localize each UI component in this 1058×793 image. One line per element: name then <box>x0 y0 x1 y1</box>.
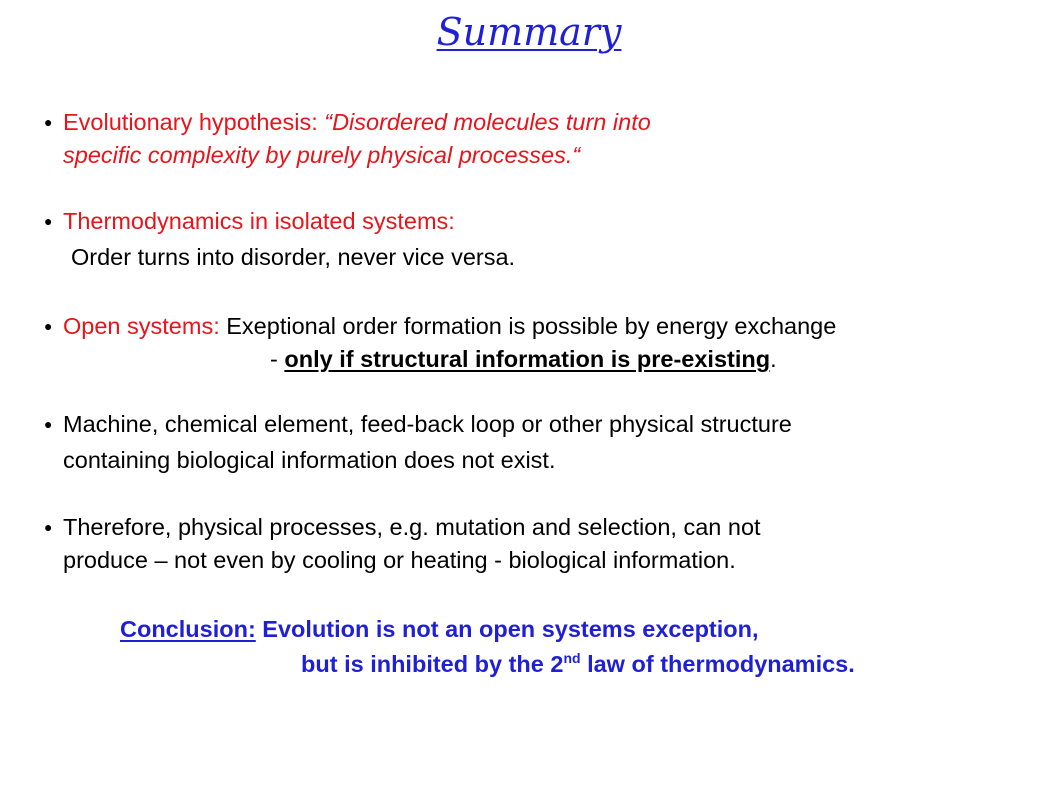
bullet-icon: ● <box>44 114 53 130</box>
bullet-icon: ● <box>44 213 53 229</box>
bullet-icon: ● <box>44 519 53 535</box>
conclusion-text-prefix: but is inhibited by the 2 <box>301 651 564 677</box>
point-machine-line1: Machine, chemical element, feed-back loop or other physical structure <box>63 411 792 437</box>
point-quote-continued: specific complexity by purely physical processes.“ <box>63 142 581 168</box>
condition-suffix: . <box>770 346 777 372</box>
point-thermodynamics-text: Order turns into disorder, never vice versa. <box>71 244 516 270</box>
point-open-systems <box>63 311 836 341</box>
point-text: Exeptional order formation is possible by energy exchange <box>226 313 837 339</box>
point-therefore-line1: Therefore, physical processes, e.g. mutation and selection, can not <box>63 514 761 540</box>
condition-emphasis: only if structural information is pre-existing <box>284 346 771 372</box>
conclusion-line1 <box>120 614 759 644</box>
point-quote: “Disordered molecules turn into <box>324 109 651 135</box>
slide-title: Summary <box>436 10 622 54</box>
point-evolutionary-hypothesis <box>63 107 651 137</box>
conclusion-text: Evolution is not an open systems exception, <box>255 616 759 642</box>
conclusion-label: Conclusion: <box>120 616 256 642</box>
condition-prefix: - <box>270 346 285 372</box>
bullet-icon: ● <box>44 416 53 432</box>
point-open-systems-condition <box>270 344 777 374</box>
point-thermodynamics-label: Thermodynamics in isolated systems: <box>63 208 455 234</box>
point-therefore-line2: produce – not even by cooling or heating - biological information. <box>63 547 736 573</box>
conclusion-line2 <box>301 649 855 679</box>
bullet-icon: ● <box>44 318 53 334</box>
conclusion-text-suffix: law of thermodynamics. <box>580 651 855 677</box>
point-label: Evolutionary hypothesis: <box>63 109 325 135</box>
conclusion-superscript: nd <box>563 650 581 667</box>
point-machine-line2: containing biological information does not exist. <box>63 447 556 473</box>
point-label: Open systems: <box>63 313 227 339</box>
